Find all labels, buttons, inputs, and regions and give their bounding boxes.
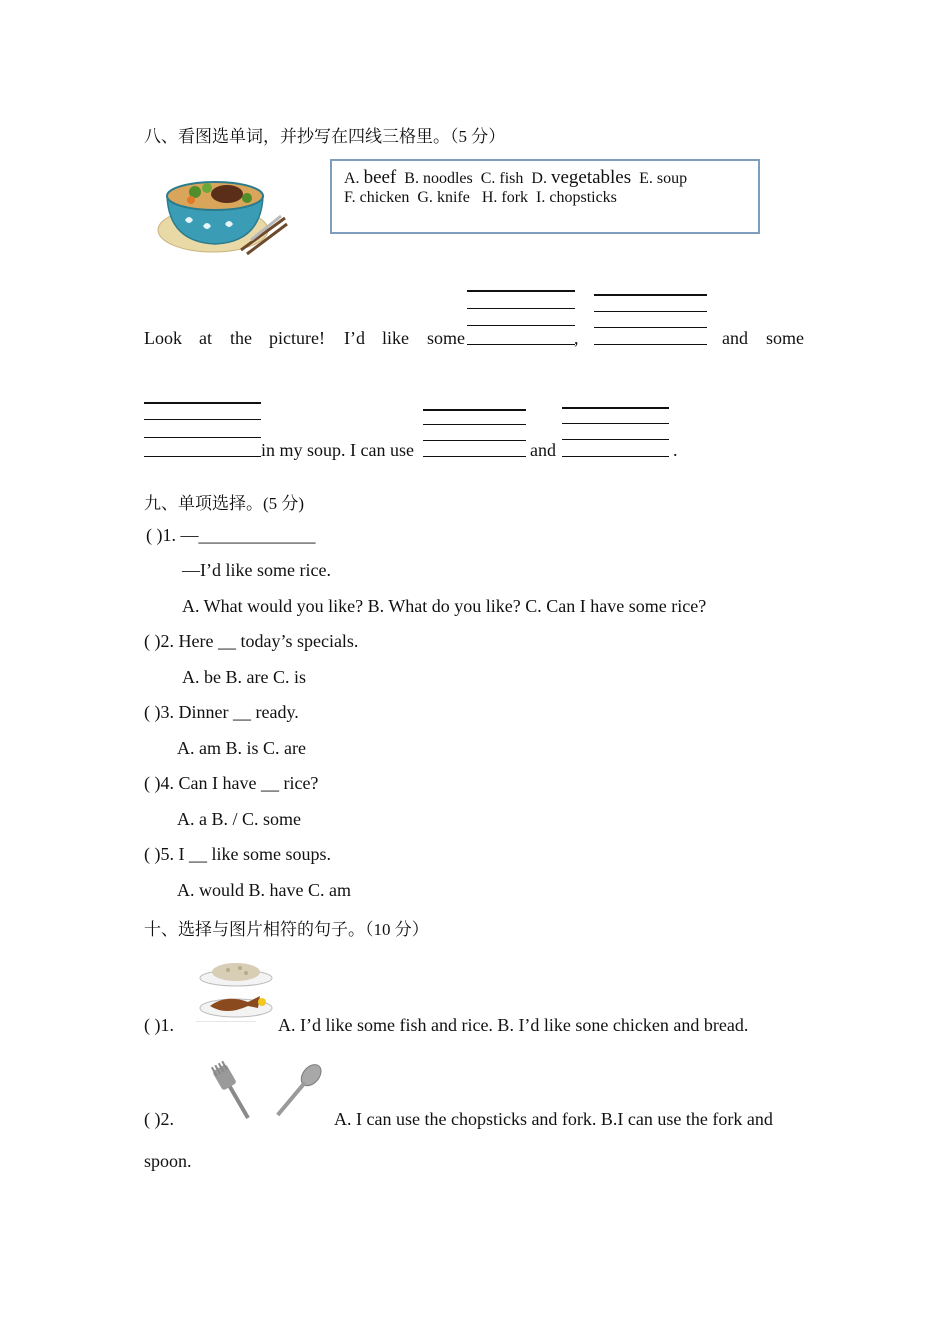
q1-text: A. I’d like some fish and rice. B. I’d like sone chicken and bread. (278, 1015, 749, 1035)
sentence-word: some (427, 328, 465, 348)
question-options: A. am B. is C. are (177, 738, 306, 758)
sentence-word: Look (144, 328, 182, 348)
question-stem: ( )4. Can I have __ rice? (144, 773, 319, 793)
question-options: A. be B. are C. is (182, 667, 306, 687)
option-word: fish (499, 170, 524, 187)
q2-label: ( )2. (144, 1109, 174, 1129)
option-letter: C. (480, 170, 496, 187)
question-stem: ( )2. Here __ today’s specials. (144, 631, 359, 651)
question-stem: ( )1. —_____________ (146, 525, 316, 545)
q2-text-continued: spoon. (144, 1151, 192, 1171)
question-options: A. a B. / C. some (177, 809, 301, 829)
option-letter: G. (417, 189, 433, 206)
option-letter: I. (536, 189, 546, 206)
question-options: A. would B. have C. am (177, 880, 351, 900)
sentence-word: like (382, 328, 409, 348)
option-word: noodles (422, 170, 473, 187)
option-word: vegetables (550, 167, 632, 188)
sentence-word: some (766, 328, 804, 348)
sentence-word: and (722, 328, 748, 348)
option-word: beef (363, 167, 397, 188)
question-options: A. What would you like? B. What do you like? C. Can I have some rice? (182, 596, 707, 616)
sentence-word: and (530, 440, 556, 460)
section-9-heading: 九、单项选择。(5 分) (144, 494, 305, 513)
sentence-word: I’d (344, 328, 365, 348)
option-letter: B. (404, 170, 419, 187)
fork-and-spoon-image (205, 1060, 325, 1124)
question-reply: —I’d like some rice. (182, 560, 331, 580)
option-word: chopsticks (549, 189, 617, 206)
sentence-text: in my soup. I can use (261, 440, 414, 460)
sentence-word: picture! (269, 328, 325, 348)
option-word: chicken (359, 189, 410, 206)
rice-and-fish-image (196, 958, 276, 1024)
soup-bowl-image (155, 168, 290, 260)
option-letter: D. (531, 170, 547, 187)
option-word: knife (436, 189, 470, 206)
period: . (673, 440, 678, 460)
section-10-heading: 十、选择与图片相符的句子。（10 分） (144, 920, 429, 939)
q2-text: A. I can use the chopsticks and fork. B.I can use the fork and (334, 1109, 773, 1129)
option-letter: F. (344, 189, 356, 206)
question-stem: ( )3. Dinner __ ready. (144, 702, 299, 722)
option-letter: A. (344, 170, 360, 187)
option-letter: E. (639, 170, 653, 187)
option-letter: H. (481, 189, 498, 206)
comma: , (574, 328, 579, 348)
section-8-heading: 八、看图选单词，并抄写在四线三格里。（5 分） (144, 127, 506, 146)
word-options-box (330, 159, 760, 234)
option-word: fork (501, 189, 529, 206)
sentence-word: the (230, 328, 252, 348)
option-word: soup (656, 170, 688, 187)
q1-label: ( )1. (144, 1015, 174, 1035)
sentence-word: at (199, 328, 212, 348)
question-stem: ( )5. I __ like some soups. (144, 844, 331, 864)
